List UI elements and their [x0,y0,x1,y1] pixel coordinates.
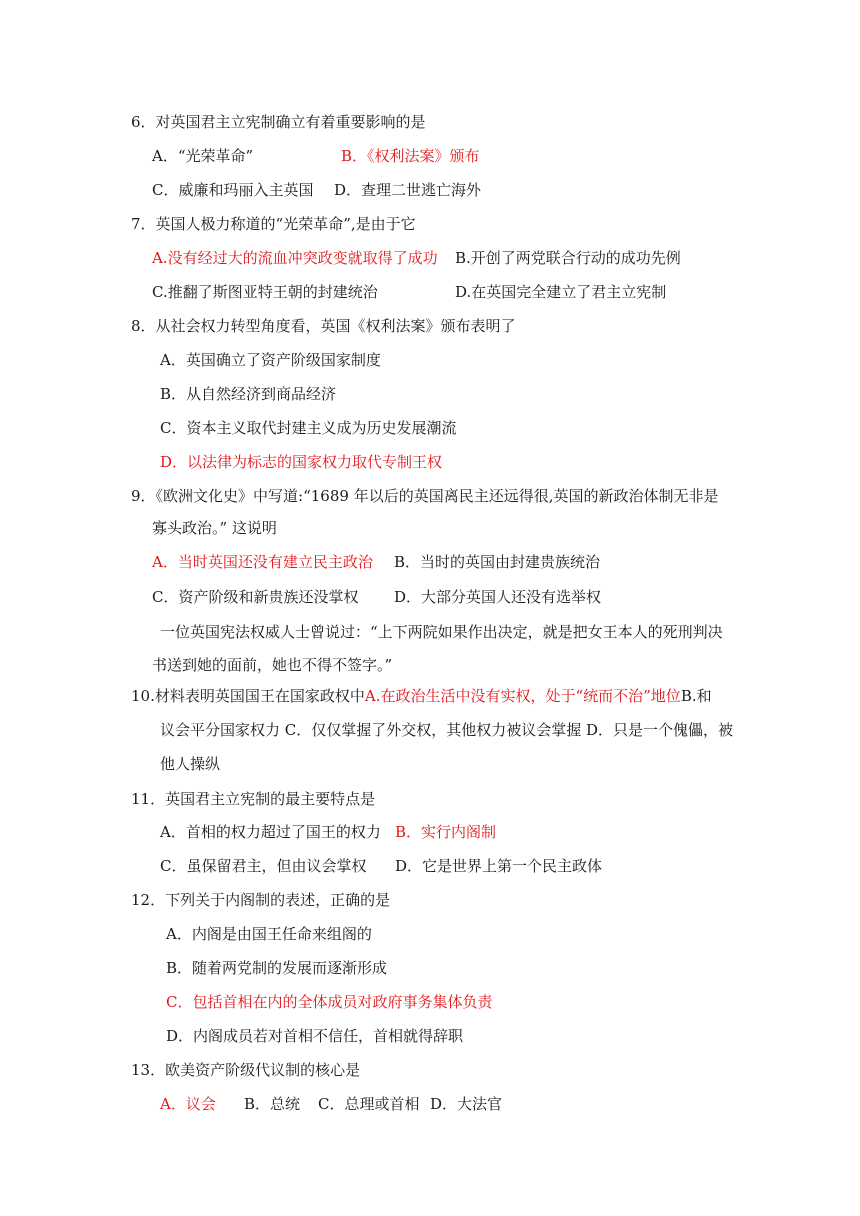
q7-stem: 7．英国人极力称道的“光荣革命”,是由于它 [131,215,416,233]
q11-option-a: A．首相的权力超过了国王的权力 [160,823,381,841]
q9-option-a-answer: A．当时英国还没有建立民主政治 [152,553,373,571]
q13-option-b: B．总统 [244,1095,301,1113]
q12-option-d: D．内阁成员若对首相不信任，首相就得辞职 [166,1027,464,1045]
q11-option-b-answer: B．实行内阁制 [395,823,497,841]
q10-option-b-start: B.和 [680,687,712,705]
q10-stem-line2: 议会平分国家权力 C．仅仅掌握了外交权，其他权力被议会掌握 D．只是一个傀儡，被 [160,721,734,739]
q10-option-a-answer: A.在政治生活中没有实权，处于“统而不治”地位 [364,687,681,705]
q7-option-d: D.在英国完全建立了君主立宪制 [455,283,667,301]
q7-option-b: B.开创了两党联合行动的成功先例 [455,249,681,267]
q13-option-a-answer: A．议会 [160,1095,216,1113]
q8-stem: 8．从社会权力转型角度看，英国《权利法案》颁布表明了 [131,317,516,335]
q6-stem: 6．对英国君主立宪制确立有着重要影响的是 [131,113,426,131]
q6-option-d: D．查理二世逃亡海外 [334,181,482,199]
q11-option-d: D．它是世界上第一个民主政体 [395,857,603,875]
q8-option-a: A．英国确立了资产阶级国家制度 [160,351,381,369]
q10-stem-line1 [131,686,712,706]
q6-option-a: A．“光荣革命” [152,147,254,165]
q9-option-b: B．当时的英国由封建贵族统治 [394,553,601,571]
q6-option-b-answer: B．《权利法案》颁布 [341,147,480,165]
q12-stem: 12．下列关于内阁制的表述，正确的是 [131,891,391,909]
q13-option-c: C．总理或首相 [318,1095,420,1113]
q8-option-c: C．资本主义取代封建主义成为历史发展潮流 [160,419,457,437]
q13-stem: 13．欧美资产阶级代议制的核心是 [131,1061,361,1079]
passage-line2: 书送到她的面前，她也不得不签字。” [152,656,393,674]
q8-option-b: B．从自然经济到商品经济 [160,385,337,403]
q11-option-c: C．虽保留君主，但由议会掌权 [160,857,367,875]
q10-stem-line3: 他人操纵 [160,755,221,773]
q9-option-d: D．大部分英国人还没有选举权 [394,588,602,606]
q12-option-c-answer: C．包括首相在内的全体成员对政府事务集体负责 [166,993,493,1011]
q13-option-d: D．大法官 [430,1095,503,1113]
q6-option-c: C．威廉和玛丽入主英国 [152,181,314,199]
q9-stem-line2: 寡头政治。” 这说明 [152,519,277,537]
passage-line1: 一位英国宪法权威人士曾说过：“上下两院如果作出决定，就是把女王本人的死刑判决 [160,623,723,641]
q8-option-d-answer: D．以法律为标志的国家权力取代专制王权 [160,453,443,471]
q9-option-c: C．资产阶级和新贵族还没掌权 [152,588,359,606]
q11-stem: 11．英国君主立宪制的最主要特点是 [131,790,376,808]
q7-option-a-answer: A.没有经过大的流血冲突政变就取得了成功 [152,249,438,267]
q7-option-c: C.推翻了斯图亚特王朝的封建统治 [152,283,378,301]
q10-stem: 10.材料表明英国国王在国家政权中 [131,687,365,705]
q12-option-a: A．内阁是由国王任命来组阁的 [166,925,372,943]
q12-option-b: B．随着两党制的发展而逐渐形成 [166,959,388,977]
q9-stem-line1: 9．《欧洲文化史》中写道:“1689 年以后的英国离民主还远得很,英国的新政治体制无非是 [131,487,719,505]
